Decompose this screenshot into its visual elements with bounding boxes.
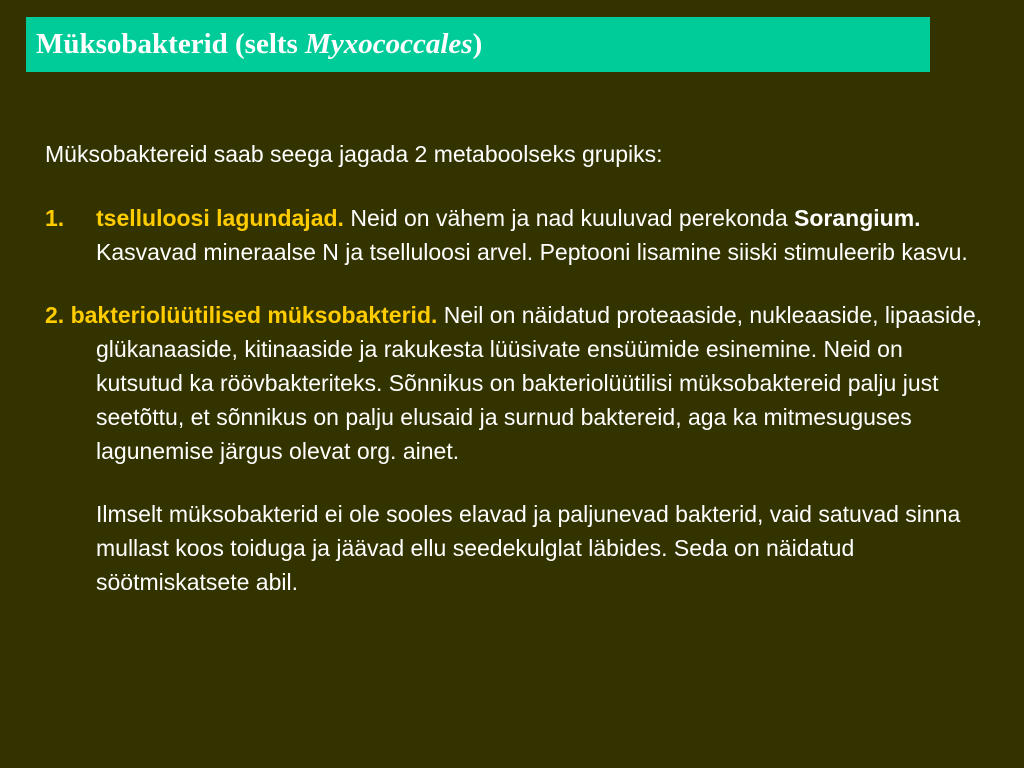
closing-paragraph: Ilmselt müksobakterid ei ole sooles elavad ja paljunevad bakterid, vaid satuvad sinna mullast koos toiduga ja jäävad ellu seedekulglat läbides. Seda on näidatud söötmiskatsete abil. <box>96 501 961 595</box>
title-prefix: Müksobakterid (selts <box>36 28 306 60</box>
intro-text: Müksobaktereid saab seega jagada 2 metaboolseks grupiks: <box>45 141 663 167</box>
slide-body <box>45 137 995 599</box>
item2-text: Neil on näidatud proteaaside, nukleaaside, lipaaside, glükanaaside, kitinaaside ja rakukesta lüüsivate ensüümide esinemine. Neid on kutsutud ka röövbakteriteks. Sõnnikus on bakteriolüütilisi müksobaktereid palju just seetõttu, et sõnnikus on palju elusaid ja surnud baktereid, aga ka mitmesuguses lagunemise järgus olevat org. ainet. <box>96 302 983 464</box>
item1-term-punct: . <box>337 205 344 231</box>
item1-term: tselluloosi lagundajad <box>96 205 338 231</box>
item1-text-a: Neid on vähem ja nad kuuluvad perekonda <box>343 205 795 231</box>
list-marker-1: 1. <box>45 205 65 231</box>
title-taxon: Myxococcales <box>305 28 473 60</box>
title-bar <box>26 17 930 72</box>
list-item-1 <box>45 201 995 269</box>
slide-title <box>36 26 482 62</box>
item2-term: 2. bakteriolüütilised müksobakterid <box>45 302 431 328</box>
list-item-2 <box>45 298 995 468</box>
item1-genus: Sorangium. <box>794 205 921 231</box>
item1-text-b: Kasvavad mineraalse N ja tselluloosi arvel. Peptooni lisamine siiski stimuleerib kasvu. <box>96 239 968 265</box>
title-suffix: ) <box>472 28 483 60</box>
item2-term-punct: . <box>431 302 438 328</box>
